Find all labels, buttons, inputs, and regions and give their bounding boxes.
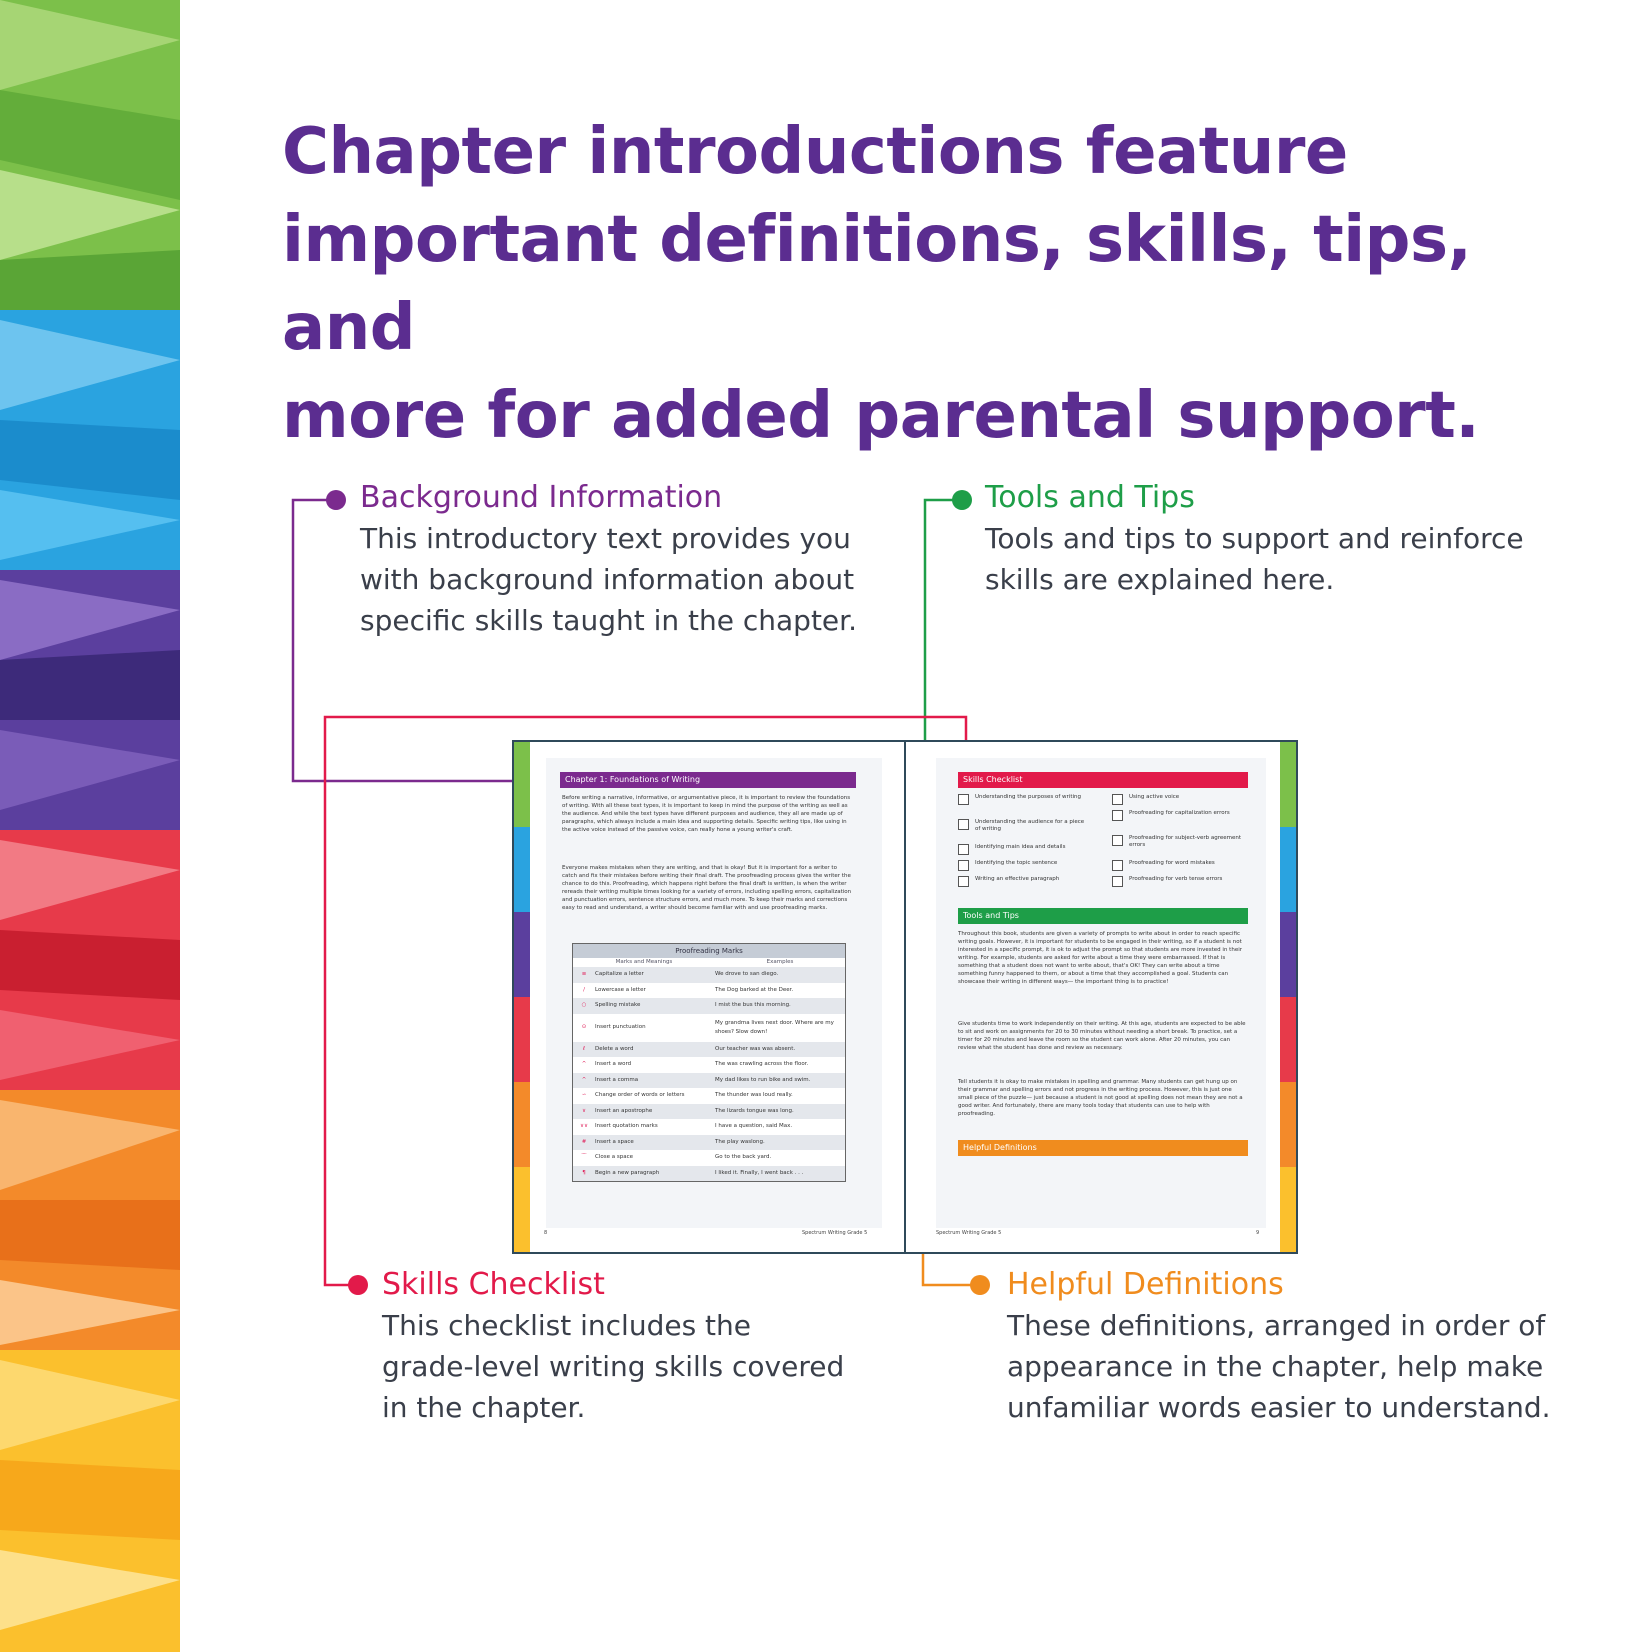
checklist-label: Proofreading for word mistakes (1129, 860, 1215, 866)
mark-example: I mist the bus this morning. (715, 1002, 791, 1008)
callout-body-line: Tools and tips to support and reinforce (985, 522, 1524, 555)
book-spread-preview (512, 740, 1298, 1254)
proofreading-marks-table (572, 943, 846, 1182)
page-footer: Spectrum Writing Grade 5 (936, 1230, 1002, 1236)
table-row (573, 1150, 845, 1166)
proofreading-mark-icon: ℓ (582, 1045, 586, 1052)
mark-example: My grandma lives next door. Where are my shoes? Slow down! (715, 1019, 834, 1035)
checklist-item (1112, 810, 1242, 821)
mark-meaning: Delete a word (595, 1045, 634, 1052)
callout-body-line: This introductory text provides you (360, 522, 851, 555)
mark-meaning: Close a space (595, 1154, 633, 1160)
checklist-item (1112, 860, 1242, 871)
callout-body-line: with background information about (360, 563, 855, 596)
proofreading-mark-icon: ∽ (581, 1092, 587, 1098)
table-row (573, 1088, 845, 1104)
page-footer: Spectrum Writing Grade 5 (802, 1230, 868, 1236)
table-row (573, 1014, 845, 1042)
callout-body-line: This checklist includes the (382, 1309, 752, 1342)
mark-example: Our teacher was was absent. (715, 1045, 796, 1052)
left-page-content (546, 758, 882, 1228)
table-row (573, 967, 845, 983)
callout-body-line: skills are explained here. (985, 563, 1335, 596)
table-row (573, 1042, 845, 1058)
mark-example: The was crawling across the floor. (715, 1061, 809, 1067)
table-row (573, 998, 845, 1014)
proofreading-mark-icon: / (583, 986, 585, 993)
callout-body-line: appearance in the chapter, help make (1007, 1350, 1544, 1383)
headline-line-1: Chapter introductions feature (282, 115, 1348, 189)
table-header-row (573, 958, 845, 967)
callout-title: Background Information (360, 480, 723, 515)
table-column-header: Examples (766, 959, 794, 965)
mark-meaning: Insert an apostrophe (595, 1107, 653, 1114)
table-row (573, 1119, 845, 1135)
callout-title: Skills Checklist (382, 1267, 605, 1302)
tools-paragraph: Give students time to work independently on their writing. At this age, students are expected to be able to sit and work on assignments for 20 to 30 minutes without needing a short break. To practice, set a timer for 20 minutes and leave the room so the student can work alone. After 20 minutes, you can review what the student has done and review as necessary. (958, 1021, 1246, 1051)
mark-example: My dad likes to run bike and swim. (715, 1076, 811, 1083)
proofreading-mark-icon: ⌒ (581, 1154, 587, 1160)
mark-example: The lizards tongue was long. (715, 1107, 794, 1114)
book-left-page (514, 742, 906, 1252)
proofreading-mark-icon: ∨∨ (579, 1123, 589, 1129)
mark-meaning: Begin a new paragraph (595, 1169, 660, 1176)
checkbox-icon (1112, 810, 1123, 821)
proofreading-mark-icon: ∨ (581, 1107, 587, 1114)
table-row (573, 1135, 845, 1151)
checklist-label: Proofreading for capitalization errors (1129, 810, 1230, 816)
checkbox-icon (958, 844, 969, 855)
table-row (573, 1073, 845, 1089)
callout-body-line: specific skills taught in the chapter. (360, 604, 857, 637)
headline-line-2: important definitions, skills, tips, and (282, 203, 1472, 365)
tools-paragraph: Tell students it is okay to make mistakes in spelling and grammar. Many students can get hung up on their grammar and spelling errors and not progress in the writing process. However, this is just one small piece of the puzzle— just because a student is not good at spelling does not mean they are not a good writer. And fortunately, there are many tools today that students can use to help with proofreading. (958, 1079, 1243, 1117)
table-body (573, 967, 845, 1181)
checklist-item (958, 860, 1088, 871)
tools-and-tips-banner: Tools and Tips (958, 908, 1248, 924)
callout-title: Tools and Tips (985, 480, 1195, 515)
callout-tools-and-tips (985, 478, 1605, 600)
checklist-item (958, 844, 1088, 855)
chapter-banner: Chapter 1: Foundations of Writing (560, 772, 856, 788)
checklist-label: Identifying main idea and details (975, 844, 1066, 850)
proofreading-mark-icon: ⊙ (581, 1024, 587, 1030)
checklist-item (958, 794, 1088, 805)
page-color-tabs (514, 742, 530, 1252)
checklist-label: Identifying the topic sentence (975, 860, 1058, 866)
table-column-header: Marks and Meanings (615, 959, 673, 965)
mark-example: The play waslong. (715, 1138, 765, 1145)
checklist-label: Proofreading for verb tense errors (1129, 876, 1223, 882)
mark-example: I have a question, said Max. (715, 1123, 793, 1129)
mark-example: The Dog barked at the Deer. (715, 986, 794, 993)
mark-meaning: Capitalize a letter (595, 971, 644, 977)
proofreading-mark-icon: # (581, 1138, 587, 1145)
skills-checklist-banner: Skills Checklist (958, 772, 1248, 788)
mark-meaning: Lowercase a letter (595, 986, 646, 993)
checklist-item (1112, 835, 1242, 849)
callout-background-information (360, 478, 880, 641)
mark-meaning: Change order of words or letters (595, 1092, 685, 1098)
callout-body-line: These definitions, arranged in order of (1007, 1309, 1546, 1342)
table-row (573, 1104, 845, 1120)
checkbox-icon (1112, 835, 1123, 846)
checkbox-icon (958, 860, 969, 871)
mark-meaning: Insert punctuation (595, 1024, 646, 1030)
table-row (573, 1057, 845, 1073)
table-row (573, 983, 845, 999)
checkbox-icon (1112, 860, 1123, 871)
mark-example: I liked it. Finally, I went back . . . (715, 1169, 804, 1176)
checkbox-icon (958, 876, 969, 887)
page-number: 8 (544, 1230, 548, 1236)
mark-example: We drove to san diego. (715, 971, 779, 977)
tools-paragraph: Throughout this book, students are given a variety of prompts to write about in order to reach specific writing goals. However, it is important for students to be engaged in their writing, so if a student is not interested in a specific prompt, it is ok to adjust the prompt so that students are more invested in their writing. For example, students are asked for write about a time they were embarrassed. If that is something that a student does not want to write about, that's OK! They can write about a time something funny happened to them, or about a time that they accomplished a goal. Students can showcase their writing in different ways— the important thing is to practice! (958, 931, 1242, 985)
checklist-item (958, 819, 1088, 833)
checklist-label: Understanding the purposes of writing (975, 794, 1082, 800)
table-row (573, 1166, 845, 1182)
checklist-label: Understanding the audience for a piece of writing (975, 819, 1085, 832)
callout-skills-checklist (382, 1265, 902, 1428)
callout-helpful-definitions (1007, 1265, 1627, 1428)
mark-meaning: Insert a space (595, 1138, 634, 1145)
checklist-label: Proofreading for subject-verb agreement errors (1129, 835, 1242, 848)
book-right-page (906, 742, 1296, 1252)
right-page-content (936, 758, 1266, 1228)
mark-example: The thunder was loud really. (715, 1092, 793, 1098)
mark-meaning: Insert quotation marks (595, 1123, 658, 1129)
proofreading-mark-icon: ^ (581, 1076, 587, 1083)
checklist-item (1112, 876, 1242, 887)
page-number: 9 (1256, 1230, 1260, 1236)
callout-body-line: in the chapter. (382, 1391, 586, 1424)
checkbox-icon (958, 794, 969, 805)
mark-meaning: Insert a word (595, 1061, 632, 1067)
checklist-item (958, 876, 1088, 887)
mark-meaning: Insert a comma (595, 1076, 639, 1083)
table-title: Proofreading Marks (573, 944, 845, 958)
checkbox-icon (958, 819, 969, 830)
proofreading-mark-icon: ○ (581, 1002, 587, 1008)
proofreading-mark-icon: ^ (581, 1061, 587, 1067)
callout-body-line: grade-level writing skills covered (382, 1350, 845, 1383)
checklist-label: Writing an effective paragraph (975, 876, 1060, 882)
proofreading-mark-icon: ≡ (581, 971, 587, 977)
checkbox-icon (1112, 876, 1123, 887)
checkbox-icon (1112, 794, 1123, 805)
page-color-tabs (1280, 742, 1296, 1252)
proofreading-paragraph: Everyone makes mistakes when they are writing, and that is okay! But it is important for a writer to catch and fix their mistakes before writing their final draft. The proofreading process gives the writer the chance to do this. Proofreading, which happens right before the final draft is written, is when the writer rereads their writing multiple times looking for a variety of errors, including spelling errors, capitalization and punctuation errors, sentence structure errors, and much more. To keep their marks and corrections easy to read and understand, a writer should become familiar with and use proofreading marks. (562, 865, 852, 911)
callout-title: Helpful Definitions (1007, 1267, 1284, 1302)
helpful-definitions-banner: Helpful Definitions (958, 1140, 1248, 1156)
intro-paragraph: Before writing a narrative, informative, or argumentative piece, it is important to review the foundations of writing. With all these text types, it is important to keep in mind the purpose of the writing as well as the audience. And while the text types have different purposes and audience, they all are made up of paragraphs, which always include a main idea and supporting details. Specific writing tips, like using in the active voice instead of the passive voice, can really hone a young writer's craft. (562, 795, 851, 833)
checklist-item (1112, 794, 1242, 805)
callout-body-line: unfamiliar words easier to understand. (1007, 1391, 1551, 1424)
proofreading-mark-icon: ¶ (582, 1169, 586, 1176)
checklist-label: Using active voice (1129, 794, 1180, 800)
mark-meaning: Spelling mistake (595, 1002, 641, 1008)
headline-line-3: more for added parental support. (282, 379, 1480, 453)
mark-example: Go to the back yard. (715, 1154, 772, 1160)
